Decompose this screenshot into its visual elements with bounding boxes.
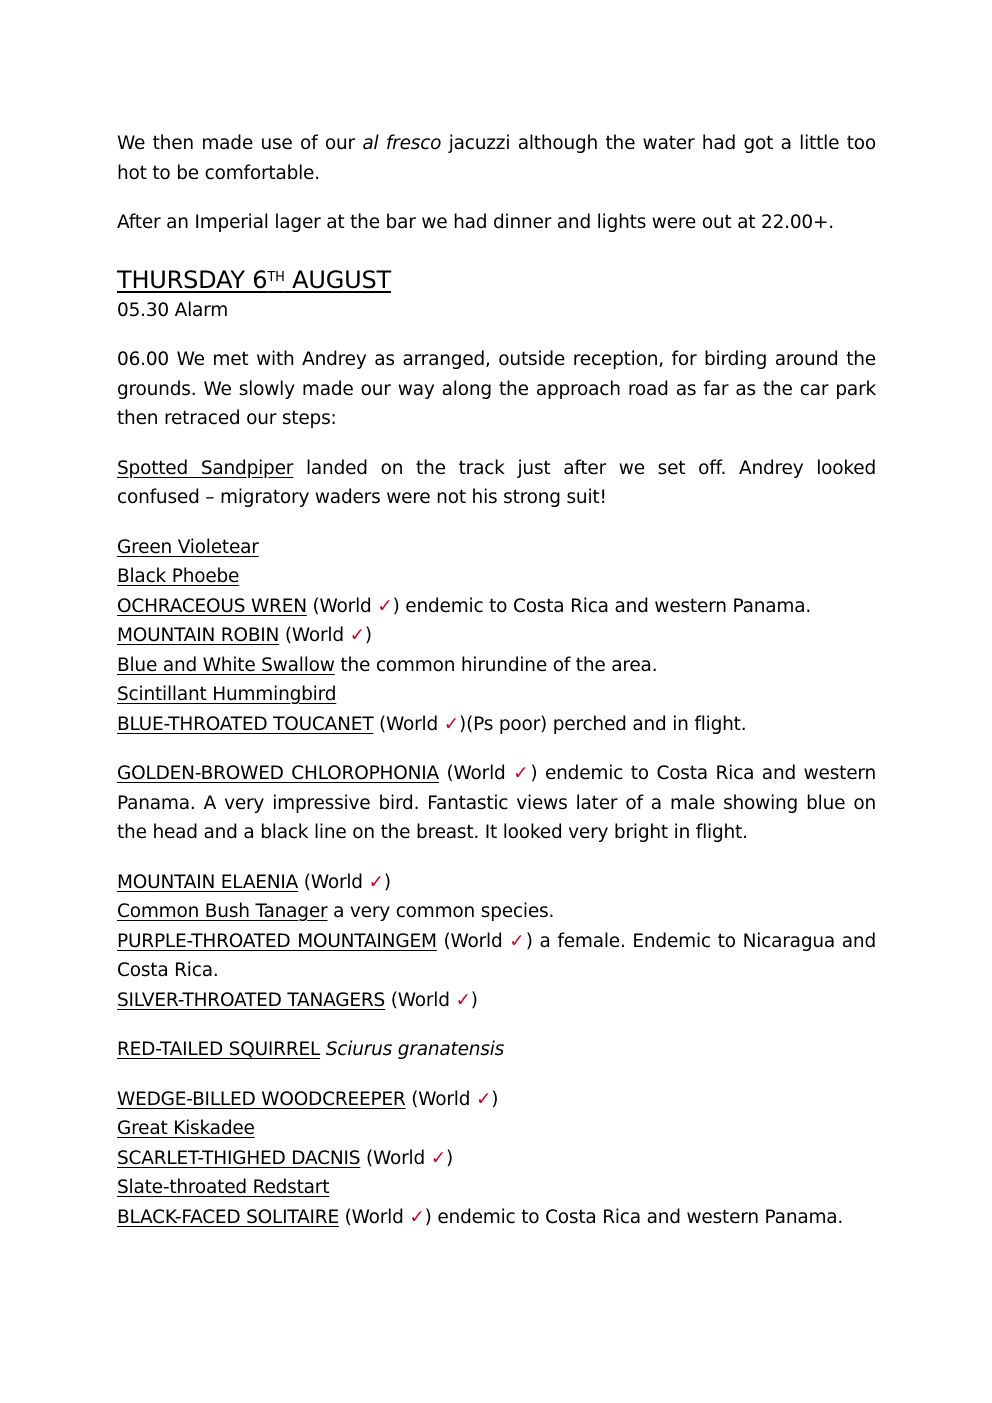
tick-icon: ✓	[475, 1088, 492, 1110]
species-name: Blue and White Swallow	[117, 654, 335, 676]
species-name: PURPLE-THROATED MOUNTAINGEM	[117, 930, 437, 952]
species-name: MOUNTAIN ELAENIA	[117, 871, 299, 893]
list-item: SILVER-THROATED TANAGERS (World ✓)	[117, 989, 478, 1011]
species-name: Slate-throated Redstart	[117, 1177, 330, 1198]
species-name: BLACK-FACED SOLITAIRE	[117, 1206, 339, 1228]
list-item: Common Bush Tanager a very common species.	[117, 901, 555, 922]
species-name: MOUNTAIN ROBIN	[117, 625, 280, 646]
list-item	[117, 533, 876, 563]
species-list-1	[117, 533, 876, 740]
paragraph-meeting: 06.00 We met with Andrey as arranged, outside reception, for birding around the grounds. We slowly made our way along the approach road as far as the car park then retraced our steps:	[117, 349, 876, 429]
paragraph-sandpiper: Spotted Sandpiper landed on the track just after we set off. Andrey looked confused – migratory waders were not his strong suit!	[117, 457, 876, 508]
tick-icon: ✓	[377, 595, 393, 617]
tick-icon: ✓	[455, 989, 471, 1011]
list-item	[117, 1173, 876, 1203]
species-name: WEDGE-BILLED WOODCREEPER	[117, 1088, 406, 1110]
italic-al-fresco: al fresco	[362, 133, 442, 154]
list-item: PURPLE-THROATED MOUNTAINGEM (World ✓) a female. Endemic to Nicaragua and Costa Rica.	[117, 930, 876, 981]
list-item	[117, 1114, 876, 1144]
tick-icon: ✓	[513, 763, 531, 784]
tick-icon: ✓	[409, 1206, 425, 1228]
tick-icon: ✓	[509, 930, 526, 952]
list-item: MOUNTAIN ELAENIA (World ✓)	[117, 871, 391, 893]
list-item: OCHRACEOUS WREN (World ✓) endemic to Costa Rica and western Panama.	[117, 595, 812, 617]
diary-content	[117, 129, 876, 1232]
species-name: GOLDEN-BROWED CHLOROPHONIA	[117, 763, 439, 784]
alarm-line: 05.30 Alarm	[117, 299, 229, 321]
list-item: WEDGE-BILLED WOODCREEPER (World ✓)	[117, 1088, 499, 1110]
tick-icon: ✓	[443, 713, 460, 735]
species-name: Green Violetear	[117, 536, 259, 558]
tick-icon: ✓	[368, 871, 384, 893]
species-name: Common Bush Tanager	[117, 901, 328, 922]
species-name: OCHRACEOUS WREN	[117, 595, 307, 617]
paragraph-squirrel	[117, 1035, 876, 1065]
species-name: Great Kiskadee	[117, 1118, 255, 1139]
species-name: SCARLET-THIGHED DACNIS	[117, 1147, 361, 1169]
list-item	[117, 562, 876, 592]
species-name: Spotted Sandpiper	[117, 457, 294, 479]
species-name: RED-TAILED SQUIRREL	[117, 1039, 321, 1060]
species-list-2	[117, 868, 876, 1016]
paragraph-jacuzzi: We then made use of our al fresco jacuzzi although the water had got a little too hot to be comfortable.	[117, 133, 876, 184]
latin-name: Sciurus granatensis	[325, 1039, 505, 1060]
list-item	[117, 680, 876, 710]
paragraph-chlorophonia: GOLDEN-BROWED CHLOROPHONIA (World ✓) endemic to Costa Rica and western Panama. A very impressive bird. Fantastic views later of a male showing blue on the head and a black line on the breast. It looked very bright in flight.	[117, 763, 876, 843]
list-item: Blue and White Swallow the common hirundine of the area.	[117, 654, 658, 676]
species-name: SILVER-THROATED TANAGERS	[117, 989, 386, 1011]
list-item: SCARLET-THIGHED DACNIS (World ✓)	[117, 1147, 454, 1169]
species-list-3	[117, 1085, 876, 1233]
list-item: MOUNTAIN ROBIN (World ✓)	[117, 625, 372, 646]
tick-icon: ✓	[349, 625, 365, 646]
species-name: BLUE-THROATED TOUCANET	[117, 713, 374, 735]
list-item: BLACK-FACED SOLITAIRE (World ✓) endemic to Costa Rica and western Panama.	[117, 1206, 844, 1228]
list-item: BLUE-THROATED TOUCANET (World ✓)(Ps poor) perched and in flight.	[117, 713, 747, 735]
paragraph-dinner: After an Imperial lager at the bar we had dinner and lights were out at 22.00+.	[117, 212, 834, 233]
day-heading: THURSDAY 6TH AUGUST	[117, 265, 391, 294]
species-name: Black Phoebe	[117, 566, 240, 587]
species-name: Scintillant Hummingbird	[117, 684, 337, 705]
tick-icon: ✓	[430, 1147, 447, 1169]
